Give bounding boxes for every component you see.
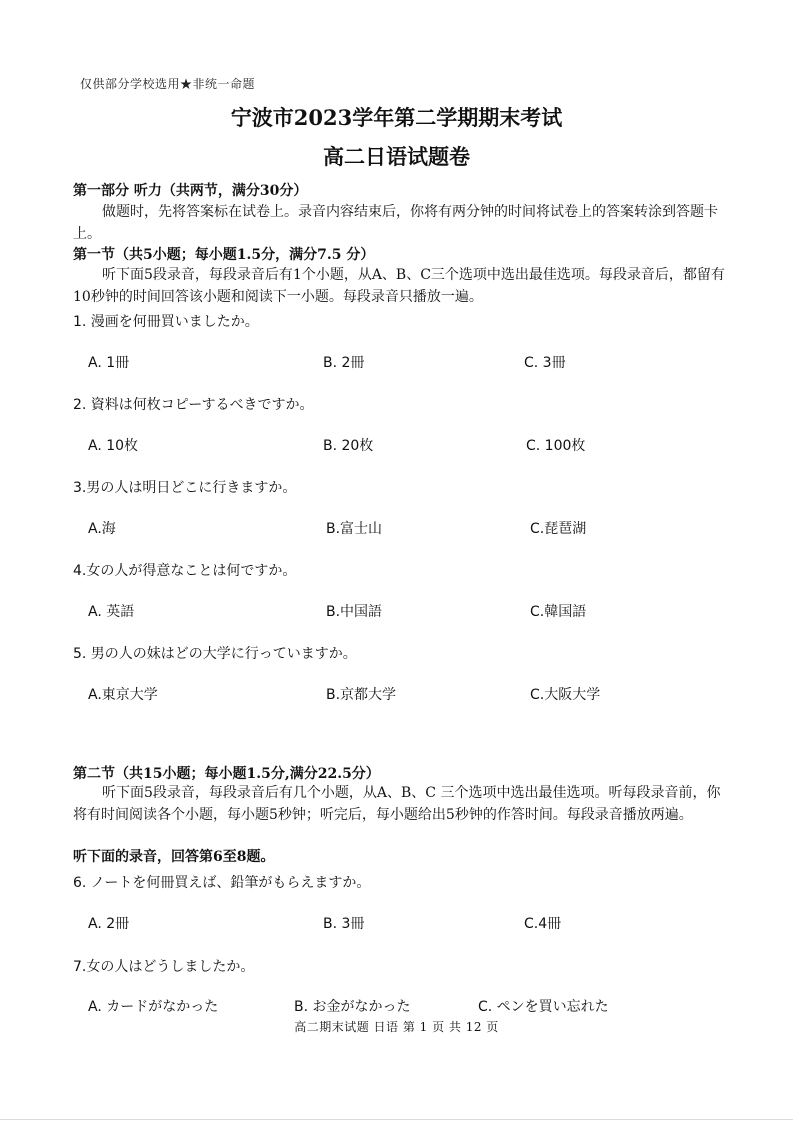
q4-option-c: C.韓国語: [530, 604, 587, 620]
question-2: 2. 資料は何枚コピーするべきですか。: [73, 397, 314, 413]
part1-instruction: [73, 201, 733, 245]
q4-option-b: B.中国語: [326, 604, 383, 620]
section2-instruction: [73, 782, 733, 826]
q1-option-b: B. 2冊: [323, 355, 365, 371]
q7-option-a: A. カードがなかった: [88, 999, 219, 1015]
q1-option-c: C. 3冊: [524, 355, 566, 371]
page-footer: 高二期末试题 日语 第 1 页 共 12 页: [294, 1020, 499, 1034]
section1-heading: 第一节（共5小题；每小题1.5分，满分7.5 分）: [73, 247, 375, 263]
q5-option-a: A.東京大学: [88, 687, 158, 703]
part1-instruction-text: 做题时，先将答案标在试卷上。录音内容结束后，你将有两分钟的时间将试卷上的答案转涂到答题卡上。: [73, 204, 718, 242]
notice-label: 仅供部分学校选用★非统一命题: [80, 77, 256, 91]
q3-option-a: A.海: [88, 521, 116, 537]
question-5: 5. 男の人の妹はどの大学に行っていますか。: [73, 646, 357, 662]
q4-option-a: A. 英語: [88, 604, 135, 620]
question-4: 4.女の人が得意なことは何ですか。: [73, 563, 297, 579]
q3-option-b: B.富士山: [326, 521, 383, 537]
part1-heading: 第一部分 听力（共两节，满分30分）: [73, 183, 308, 199]
question-6: 6. ノートを何冊買えば、鉛筆がもらえますか。: [73, 875, 371, 891]
q1-option-a: A. 1冊: [88, 355, 130, 371]
exam-subtitle: 高二日语试题卷: [323, 144, 470, 169]
q3-option-c: C.琵琶湖: [530, 521, 587, 537]
section2-heading: 第二节（共15小题；每小题1.5分,满分22.5分）: [73, 766, 380, 782]
q7-option-b: B. お金がなかった: [294, 999, 411, 1015]
q5-option-b: B.京都大学: [326, 687, 397, 703]
exam-title: 宁波市2023学年第二学期期末考试: [230, 105, 563, 130]
question-1: 1. 漫画を何冊買いましたか。: [73, 314, 259, 330]
section2-instruction-text: 听下面5段录音，每段录音后有几个小题，从A、B、C 三个选项中选出最佳选项。听每段录音前，你将有时间阅读各个小题，每小题5秒钟；听完后，每小题给出5秒钟的作答时间。每段录音播放两遍。: [73, 785, 721, 823]
page-bottom-divider: [0, 1119, 793, 1120]
q6-option-a: A. 2冊: [88, 916, 130, 932]
q6-option-b: B. 3冊: [323, 916, 365, 932]
section1-instruction: [73, 264, 733, 308]
q5-option-c: C.大阪大学: [530, 687, 601, 703]
section2-subheading: 听下面的录音，回答第6至8题。: [73, 849, 275, 865]
section1-instruction-text: 听下面5段录音，每段录音后有1个小题，从A、B、C三个选项中选出最佳选项。每段录音后，都留有10秒钟的时间回答该小题和阅读下一小题。每段录音只播放一遍。: [73, 267, 725, 305]
question-7: 7.女の人はどうしましたか。: [73, 959, 255, 975]
q7-option-c: C. ペンを買い忘れた: [478, 999, 609, 1015]
q6-option-c: C.4冊: [524, 916, 562, 932]
q2-option-c: C. 100枚: [526, 438, 586, 454]
question-3: 3.男の人は明日どこに行きますか。: [73, 480, 297, 496]
q2-option-b: B. 20枚: [323, 438, 374, 454]
q2-option-a: A. 10枚: [88, 438, 139, 454]
